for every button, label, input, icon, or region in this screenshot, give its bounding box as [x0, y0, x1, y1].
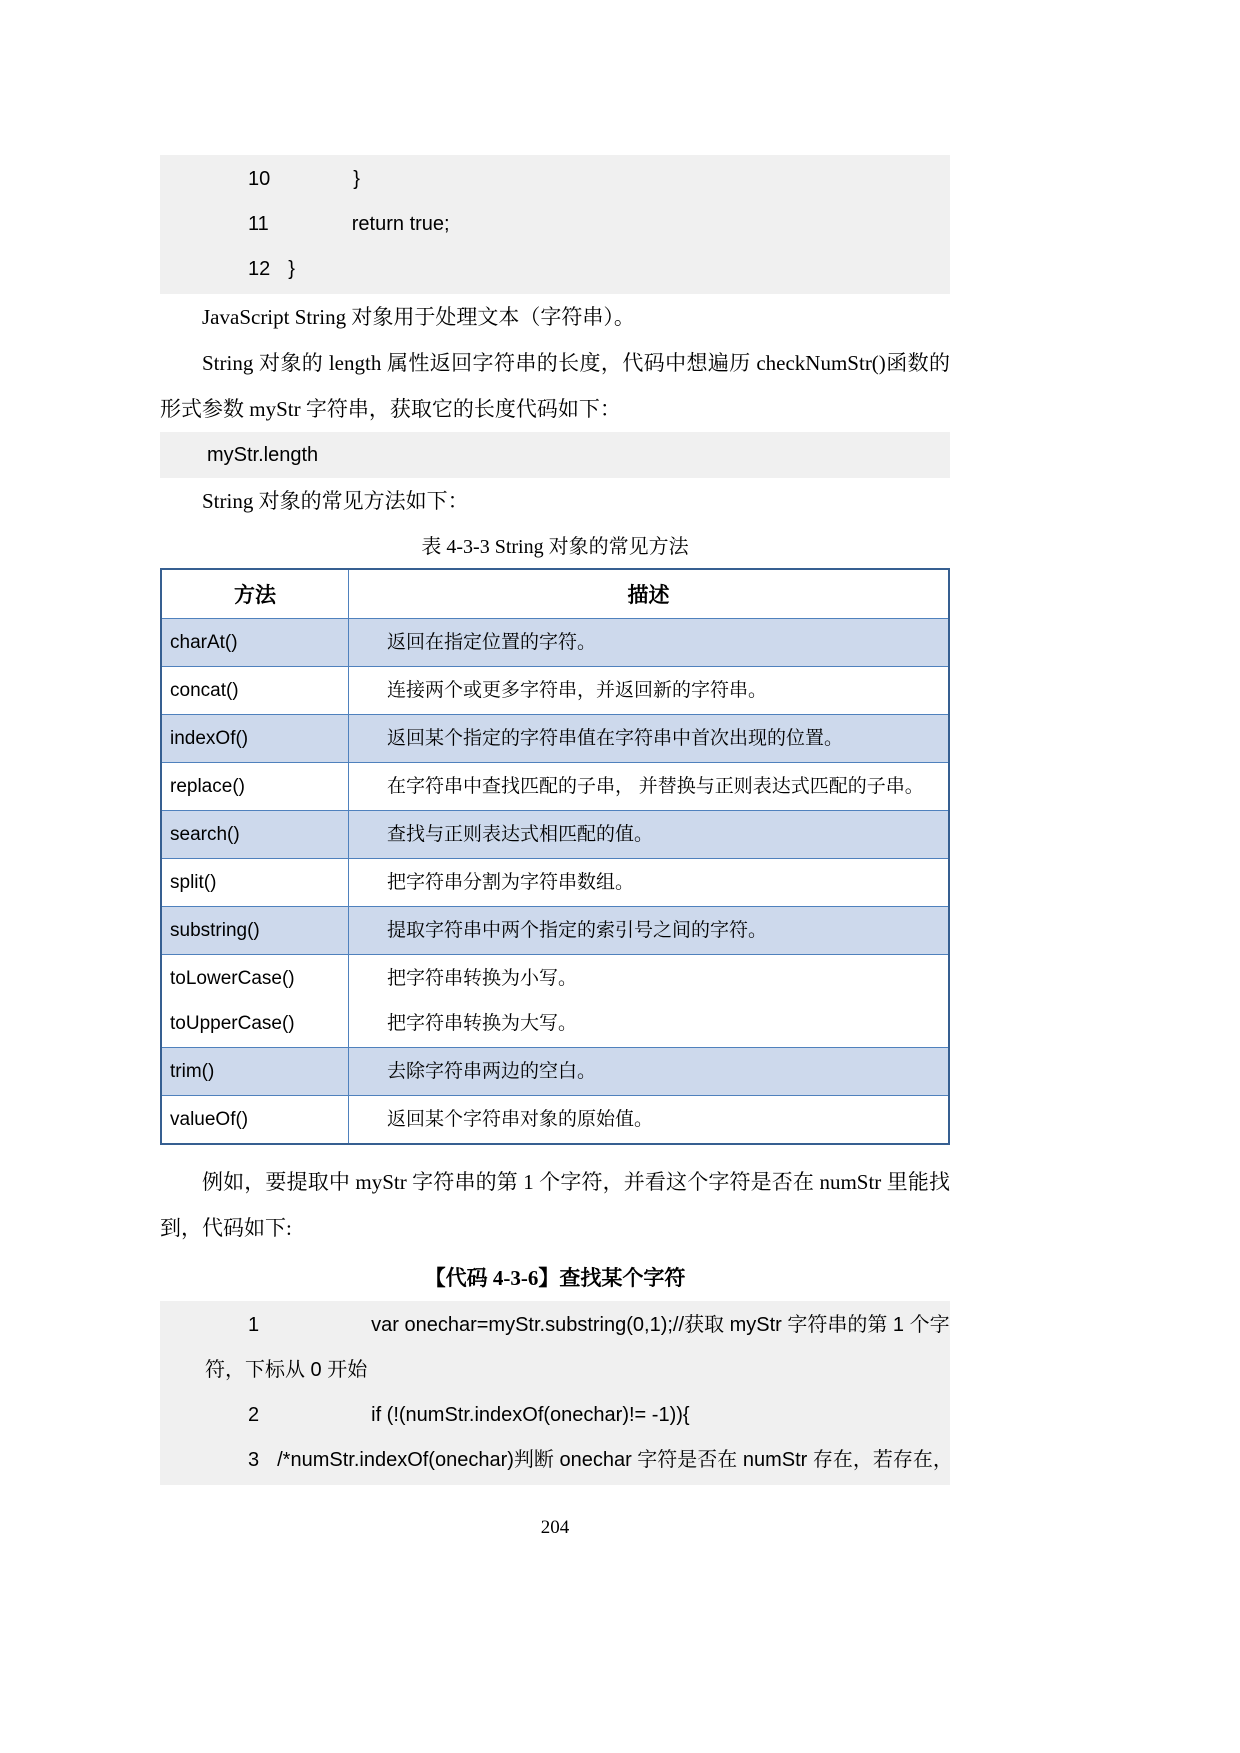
- line-number: 3: [248, 1449, 260, 1471]
- code-line: [160, 1393, 950, 1438]
- table-row: [161, 955, 949, 1048]
- method-description: 查找与正则表达式相匹配的值。: [387, 824, 654, 845]
- desc-cell: [349, 667, 950, 715]
- table-row: [161, 907, 949, 955]
- code-line: [160, 1438, 953, 1483]
- method-name: indexOf(): [170, 728, 249, 749]
- paragraph-example-intro: 例如，要提取中 myStr 字符串的第 1 个字符，并看这个字符是否在 numStr 里能找到，代码如下:: [160, 1170, 950, 1240]
- desc-cell: [349, 1048, 950, 1096]
- code-line: [160, 202, 950, 247]
- code-text: myStr.length: [207, 444, 319, 466]
- method-name: concat(): [170, 680, 239, 701]
- table-row: [161, 1096, 949, 1145]
- code-block-bottom: [160, 1301, 953, 1485]
- paragraph-length-property: String 对象的 length 属性返回字符串的长度，代码中想遍历 checkNumStr()函数的形式参数 myStr 字符串，获取它的长度代码如下：: [160, 351, 950, 421]
- table-caption: 表 4-3-3 String 对象的常见方法: [421, 536, 689, 558]
- desc-cell: [349, 1096, 950, 1145]
- method-description: 提取字符串中两个指定的索引号之间的字符。: [387, 920, 768, 941]
- desc-cell: [349, 955, 950, 1048]
- code-text: return true;: [351, 213, 450, 235]
- line-number: 2: [248, 1404, 260, 1426]
- code-text: 符，下标从 0 开始: [205, 1359, 368, 1381]
- code-line: [160, 157, 950, 202]
- desc-cell: [349, 907, 950, 955]
- code-text: }: [353, 168, 360, 190]
- code-block-top: [160, 155, 950, 294]
- desc-column-header: 描述: [349, 569, 950, 619]
- method-name: search(): [170, 824, 240, 845]
- table-header-row: [161, 569, 949, 619]
- table-row: [161, 811, 949, 859]
- method-description: 去除字符串两边的空白。: [387, 1061, 597, 1082]
- method-description: 把字符串转换为小写。: [387, 968, 578, 989]
- paragraph-methods-intro: String 对象的常见方法如下：: [202, 489, 469, 513]
- table-row: [161, 715, 949, 763]
- method-cell: [161, 859, 349, 907]
- line-number: 11: [248, 213, 269, 235]
- method-description: 返回在指定位置的字符。: [387, 632, 597, 653]
- method-cell: [161, 1048, 349, 1096]
- table-row: [161, 619, 949, 667]
- method-cell: [161, 619, 349, 667]
- code-block-mystr-length: [160, 432, 950, 478]
- method-name: substring(): [170, 920, 260, 941]
- method-cell: [161, 811, 349, 859]
- method-name: replace(): [170, 776, 245, 797]
- page-content: [160, 155, 953, 1539]
- desc-cell: [349, 859, 950, 907]
- method-description: 返回某个字符串对象的原始值。: [387, 1109, 654, 1130]
- code-text: /*numStr.indexOf(onechar)判断 onechar 字符是否在 numStr 存在，若存在，: [277, 1449, 953, 1471]
- method-cell: [161, 667, 349, 715]
- desc-cell: [349, 811, 950, 859]
- method-cell: [161, 907, 349, 955]
- method-name: split(): [170, 872, 217, 893]
- code-text: }: [288, 258, 295, 280]
- method-cell: [161, 715, 349, 763]
- method-name: toUpperCase(): [170, 1013, 295, 1034]
- desc-cell: [349, 715, 950, 763]
- line-number: 1: [248, 1314, 260, 1336]
- page-number: 204: [540, 1517, 570, 1538]
- method-description: 在字符串中查找匹配的子串， 并替换与正则表达式匹配的子串。: [387, 776, 924, 797]
- method-cell: [161, 763, 349, 811]
- method-column-header: 方法: [161, 569, 349, 619]
- code-listing-heading: 【代码 4-3-6】查找某个字符: [424, 1266, 686, 1290]
- method-name: trim(): [170, 1061, 215, 1082]
- code-line: [160, 247, 950, 292]
- code-line: [160, 1348, 950, 1393]
- code-text: var onechar=myStr.substring(0,1);//获取 myStr 字符串的第 1 个字: [371, 1314, 950, 1336]
- method-cell: [161, 955, 349, 1048]
- method-description: 把字符串转换为大写。: [387, 1013, 578, 1034]
- desc-cell: [349, 763, 950, 811]
- desc-cell: [349, 619, 950, 667]
- line-number: 12: [248, 258, 271, 280]
- table-row: [161, 859, 949, 907]
- code-text: if (!(numStr.indexOf(onechar)!= -1)){: [371, 1404, 690, 1426]
- method-description: 返回某个指定的字符串值在字符串中首次出现的位置。: [387, 728, 844, 749]
- table-row: [161, 667, 949, 715]
- method-name: charAt(): [170, 632, 238, 653]
- method-cell: [161, 1096, 349, 1145]
- method-description: 把字符串分割为字符串数组。: [387, 872, 635, 893]
- paragraph-js-string-intro: JavaScript String 对象用于处理文本（字符串）。: [202, 305, 635, 329]
- string-methods-table: [160, 568, 950, 1145]
- table-row: [161, 1048, 949, 1096]
- table-row: [161, 763, 949, 811]
- line-number: 10: [248, 168, 271, 190]
- code-line: [160, 1303, 950, 1348]
- method-name: valueOf(): [170, 1109, 249, 1130]
- method-name: toLowerCase(): [170, 968, 295, 989]
- method-description: 连接两个或更多字符串，并返回新的字符串。: [387, 680, 768, 701]
